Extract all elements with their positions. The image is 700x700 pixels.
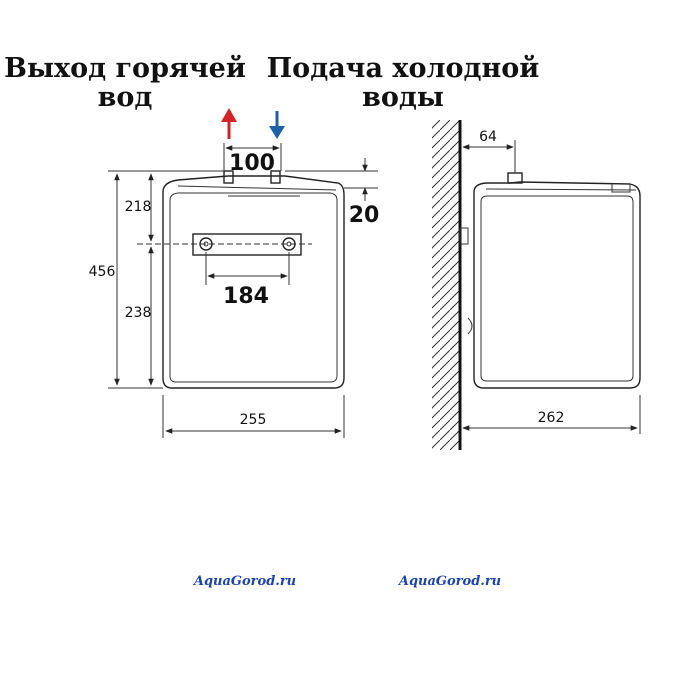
total-height-value: 456 [88,264,116,280]
side-view [432,120,640,450]
front-top-ridge [178,186,336,190]
cold-inlet-label-line1: Подача холодной [266,53,540,84]
pipe-offset-value: 64 [479,129,497,145]
cold-inlet-label-line2: воды [362,82,444,113]
hot-outlet-label-line2: вод [97,82,153,113]
side-tank-inner [481,196,633,381]
front-tank-outline [163,176,344,388]
top-to-bracket-value: 218 [124,199,152,215]
watermark-right: AquaGorod.ru [398,574,502,589]
pipe-spacing-value: 100 [229,151,275,176]
bracket-spacing-value: 184 [223,284,269,309]
watermark-left: AquaGorod.ru [193,574,297,589]
front-width-value: 255 [239,412,267,428]
front-view [89,108,380,438]
side-depth-value: 262 [537,410,565,426]
side-tank-outline [474,182,640,388]
hot-outlet-label-line1: Выход горячей [4,53,246,84]
wall-hatch [432,120,460,450]
bracket-to-bottom-value: 238 [124,305,152,321]
pipe-height-value: 20 [348,203,380,228]
hot-water-arrow-icon [221,108,237,139]
cold-water-arrow-icon [269,111,285,139]
